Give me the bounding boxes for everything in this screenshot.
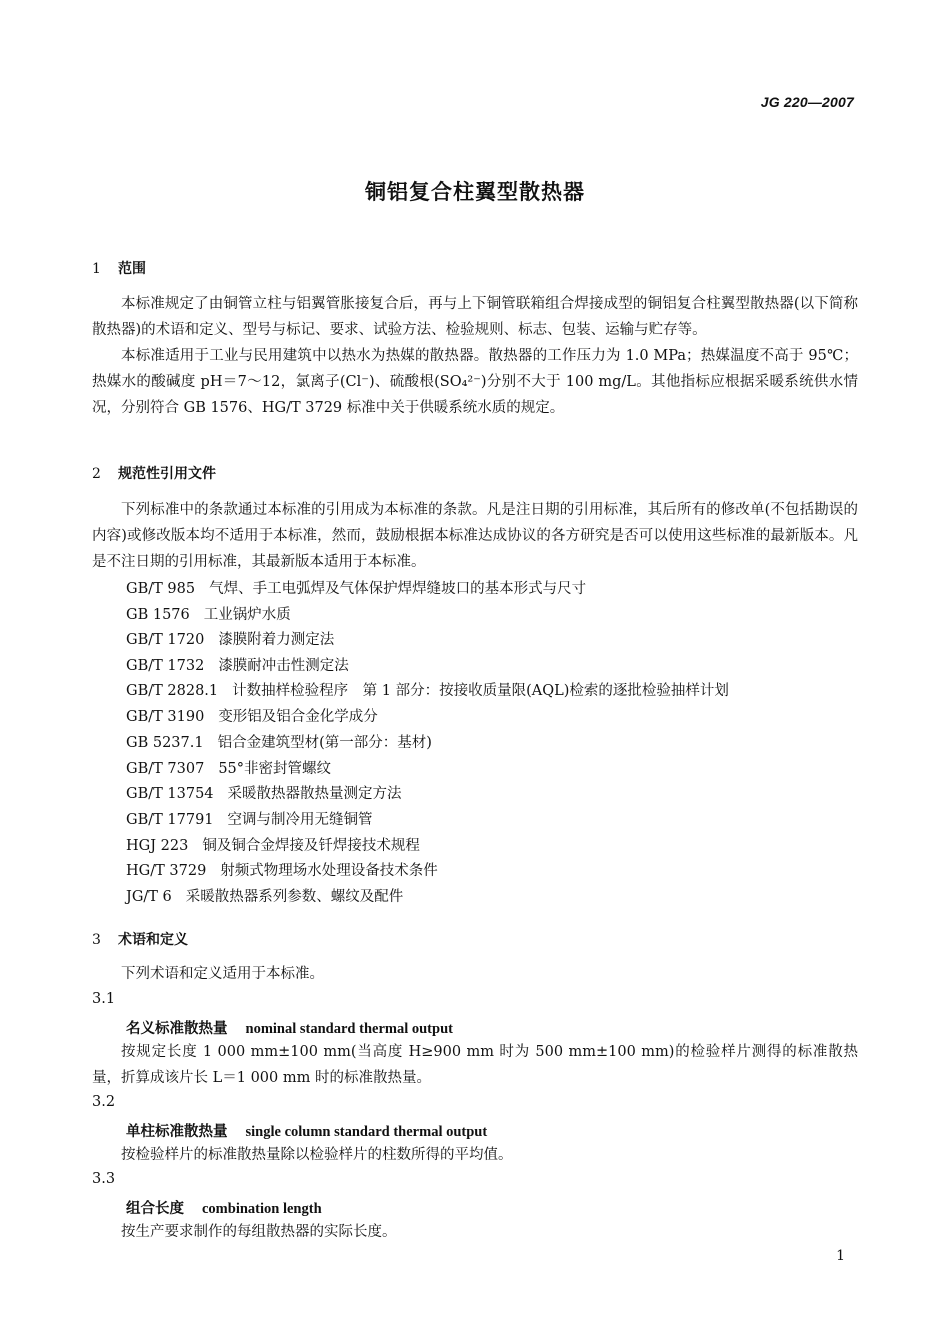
reference-code: GB/T 3190 bbox=[126, 709, 205, 725]
reference-title: 55°非密封管螺纹 bbox=[218, 761, 332, 777]
section-3-intro bbox=[92, 961, 858, 987]
section-2-heading bbox=[92, 463, 216, 483]
reference-code: GB/T 17791 bbox=[126, 812, 214, 828]
reference-item bbox=[126, 858, 438, 884]
reference-code: HGJ 223 bbox=[126, 838, 189, 854]
term-definition bbox=[92, 1142, 858, 1168]
reference-title: 计数抽样检验程序 第 1 部分：按接收质量限(AQL)检索的逐批检验抽样计划 bbox=[232, 683, 729, 699]
reference-code: JG/T 6 bbox=[126, 889, 172, 905]
page-number: 1 bbox=[836, 1248, 845, 1264]
reference-title: 采暖散热器系列参数、螺纹及配件 bbox=[185, 889, 404, 905]
reference-item bbox=[126, 730, 432, 756]
reference-code: GB/T 7307 bbox=[126, 761, 205, 777]
reference-title: 铜及铜合金焊接及钎焊接技术规程 bbox=[202, 838, 420, 854]
paragraph: 按检验样片的标准散热量除以检验样片的柱数所得的平均值。 bbox=[121, 1147, 513, 1163]
section-3-heading bbox=[92, 929, 188, 949]
reference-title: 采暖散热器散热量测定方法 bbox=[227, 786, 402, 802]
term-en: nominal standard thermal output bbox=[245, 1021, 453, 1037]
standard-code: JG 220—2007 bbox=[760, 94, 854, 110]
term-name bbox=[126, 1197, 322, 1218]
reference-code: GB 5237.1 bbox=[126, 735, 204, 751]
reference-title: 变形铝及铝合金化学成分 bbox=[218, 709, 378, 725]
reference-item bbox=[126, 704, 378, 730]
paragraph: 下列标准中的条款通过本标准的引用成为本标准的条款。凡是注日期的引用标准，其后所有的修改单(不包括勘误的内容)或修改版本均不适用于本标准，然而，鼓励根据本标准达成协议的各方研究是否可以使用这些标准的最新版本。凡是不注日期的引用标准，其最新版本适用于本标准。 bbox=[92, 502, 858, 570]
reference-code: GB 1576 bbox=[126, 607, 190, 623]
reference-item bbox=[126, 833, 420, 859]
reference-title: 漆膜附着力测定法 bbox=[218, 632, 335, 648]
reference-title: 空调与制冷用无缝铜管 bbox=[227, 812, 373, 828]
reference-title: 工业锅炉水质 bbox=[203, 607, 291, 623]
reference-item bbox=[126, 781, 402, 807]
reference-title: 漆膜耐冲击性测定法 bbox=[218, 658, 349, 674]
section-1-body bbox=[92, 291, 858, 421]
reference-item bbox=[126, 653, 349, 679]
paragraph: 按规定长度 1 000 mm±100 mm(当高度 H≥900 mm 时为 500 mm±100 mm)的检验样片测得的标准散热量，折算成该片长 L＝1 000 mm 时的标准散热量。 bbox=[92, 1044, 858, 1086]
reference-title: 气焊、手工电弧焊及气体保护焊焊缝坡口的基本形式与尺寸 bbox=[209, 581, 587, 597]
reference-item bbox=[126, 602, 291, 628]
term-zh: 单柱标准散热量 bbox=[126, 1124, 228, 1140]
reference-code: GB/T 1732 bbox=[126, 658, 205, 674]
term-name bbox=[126, 1017, 453, 1038]
term-number: 3.2 bbox=[92, 1094, 116, 1110]
paragraph: 下列术语和定义适用于本标准。 bbox=[121, 966, 324, 982]
reference-item bbox=[126, 756, 331, 782]
section-2-intro bbox=[92, 497, 858, 575]
term-en: single column standard thermal output bbox=[245, 1124, 488, 1140]
section-number: 2 bbox=[92, 466, 101, 482]
term-zh: 组合长度 bbox=[126, 1201, 184, 1217]
document-title: 铜铝复合柱翼型散热器 bbox=[365, 180, 585, 204]
term-number: 3.3 bbox=[92, 1171, 116, 1187]
reference-item bbox=[126, 884, 403, 910]
paragraph: 本标准规定了由铜管立柱与铝翼管胀接复合后，再与上下铜管联箱组合焊接成型的铜铝复合柱翼型散热器(以下简称散热器)的术语和定义、型号与标记、要求、试验方法、检验规则、标志、包装、运输与贮存等。 bbox=[92, 296, 858, 338]
reference-code: GB/T 1720 bbox=[126, 632, 205, 648]
reference-item bbox=[126, 678, 729, 704]
section-title: 规范性引用文件 bbox=[118, 466, 216, 482]
section-number: 3 bbox=[92, 932, 101, 948]
reference-code: GB/T 2828.1 bbox=[126, 683, 219, 699]
paragraph: 本标准适用于工业与民用建筑中以热水为热媒的散热器。散热器的工作压力为 1.0 MPa；热媒温度不高于 95℃；热媒水的酸碱度 pH＝7～12，氯离子(Cl⁻)、硫酸根(SO₄²⁻)分别不大于 100 mg/L。其他指标应根据采暖系统供水情况，分别符合 GB 1576、HG/T 3729 标准中关于供暖系统水质的规定。 bbox=[92, 348, 858, 416]
reference-title: 射频式物理场水处理设备技术条件 bbox=[220, 863, 438, 879]
section-title: 范围 bbox=[118, 261, 146, 277]
reference-item bbox=[126, 576, 586, 602]
term-name bbox=[126, 1120, 487, 1141]
term-definition bbox=[92, 1039, 858, 1091]
reference-code: HG/T 3729 bbox=[126, 863, 207, 879]
reference-item bbox=[126, 627, 334, 653]
term-zh: 名义标准散热量 bbox=[126, 1021, 228, 1037]
section-title: 术语和定义 bbox=[118, 932, 188, 948]
section-number: 1 bbox=[92, 261, 101, 277]
term-definition bbox=[92, 1219, 858, 1245]
section-1-heading bbox=[92, 258, 146, 278]
reference-code: GB/T 13754 bbox=[126, 786, 214, 802]
reference-item bbox=[126, 807, 373, 833]
term-number: 3.1 bbox=[92, 991, 116, 1007]
term-en: combination length bbox=[202, 1201, 322, 1217]
reference-code: GB/T 985 bbox=[126, 581, 196, 597]
paragraph: 按生产要求制作的每组散热器的实际长度。 bbox=[121, 1224, 397, 1240]
reference-title: 铝合金建筑型材(第一部分：基材) bbox=[217, 735, 432, 751]
